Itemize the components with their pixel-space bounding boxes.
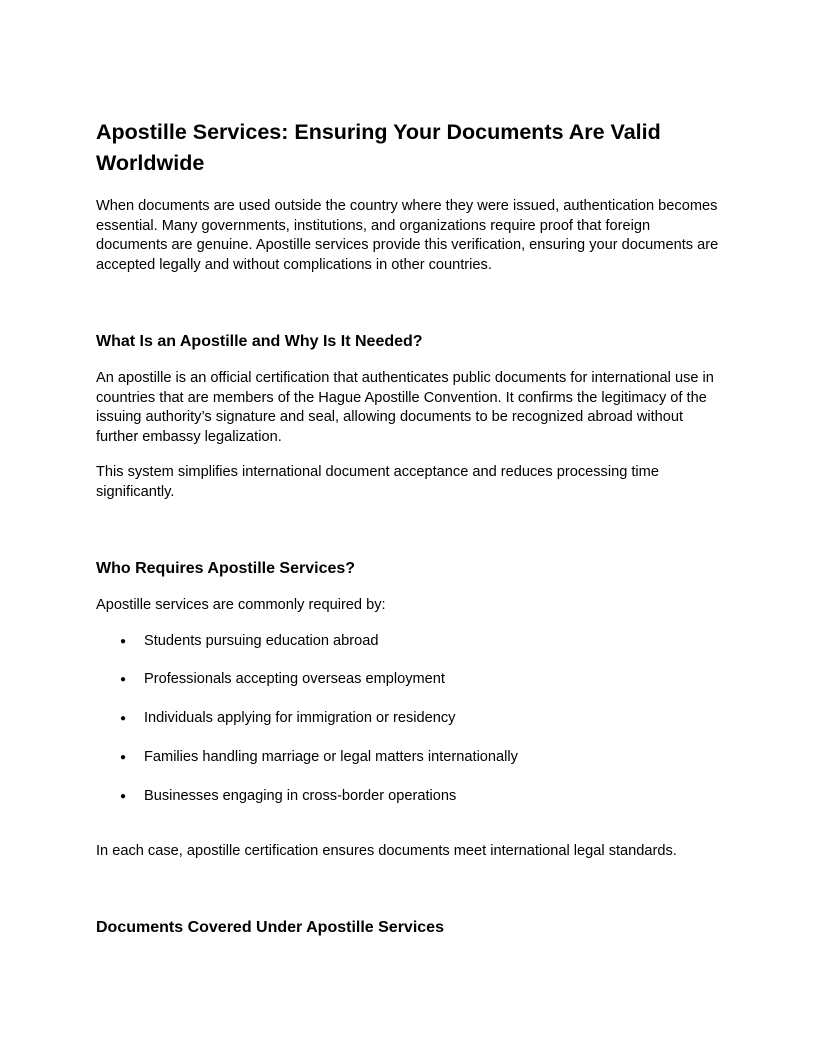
bullet-icon: ● — [120, 635, 127, 647]
section-heading-documents-covered: Documents Covered Under Apostille Services — [96, 919, 444, 937]
section2-closing-text: In each case, apostille certification ensures documents meet international legal standards. — [96, 842, 677, 859]
list-item — [96, 709, 722, 729]
bullet-icon: ● — [120, 674, 127, 686]
list-item-text: Students pursuing education abroad — [144, 632, 379, 649]
list-item-text: Professionals accepting overseas employment — [144, 671, 445, 688]
section-heading-what-is-apostille: What Is an Apostille and Why Is It Needed? — [96, 333, 423, 350]
document-title: Apostille Services: Ensuring Your Documents Are Valid Worldwide — [96, 120, 661, 175]
section2-lead-text: Apostille services are commonly required by: — [96, 597, 386, 613]
section1-paragraph-2: This system simplifies international document acceptance and reduces processing time significantly. — [96, 464, 659, 500]
bullet-icon: ● — [120, 752, 127, 764]
section-heading-who-requires: Who Requires Apostille Services? — [96, 560, 356, 577]
section1-paragraph-1: An apostille is an official certification that authenticates public documents for international use in countries that are members of the Hague Apostille Convention. It confirms the legitimacy of the issuing authority’s signature and seal, allowing documents to be recognized abroad without further embassy legalization. — [96, 370, 714, 445]
list-item — [96, 632, 722, 652]
list-item — [96, 670, 722, 690]
list-item-text: Businesses engaging in cross-border operations — [144, 788, 457, 805]
requirements-list — [96, 632, 722, 807]
list-item — [96, 787, 722, 807]
list-item-text: Families handling marriage or legal matters internationally — [144, 749, 518, 766]
bullet-icon: ● — [120, 791, 127, 803]
list-item — [96, 748, 722, 768]
intro-paragraph: When documents are used outside the country where they were issued, authentication becomes essential. Many governments, institutions, and organizations require proof that foreign documents are genuine. Apostille services provide this verification, ensuring your documents are accepted legally and without complications in other countries. — [96, 198, 719, 273]
list-item-text: Individuals applying for immigration or residency — [144, 710, 456, 727]
bullet-icon: ● — [120, 713, 127, 725]
document-page — [96, 117, 722, 939]
